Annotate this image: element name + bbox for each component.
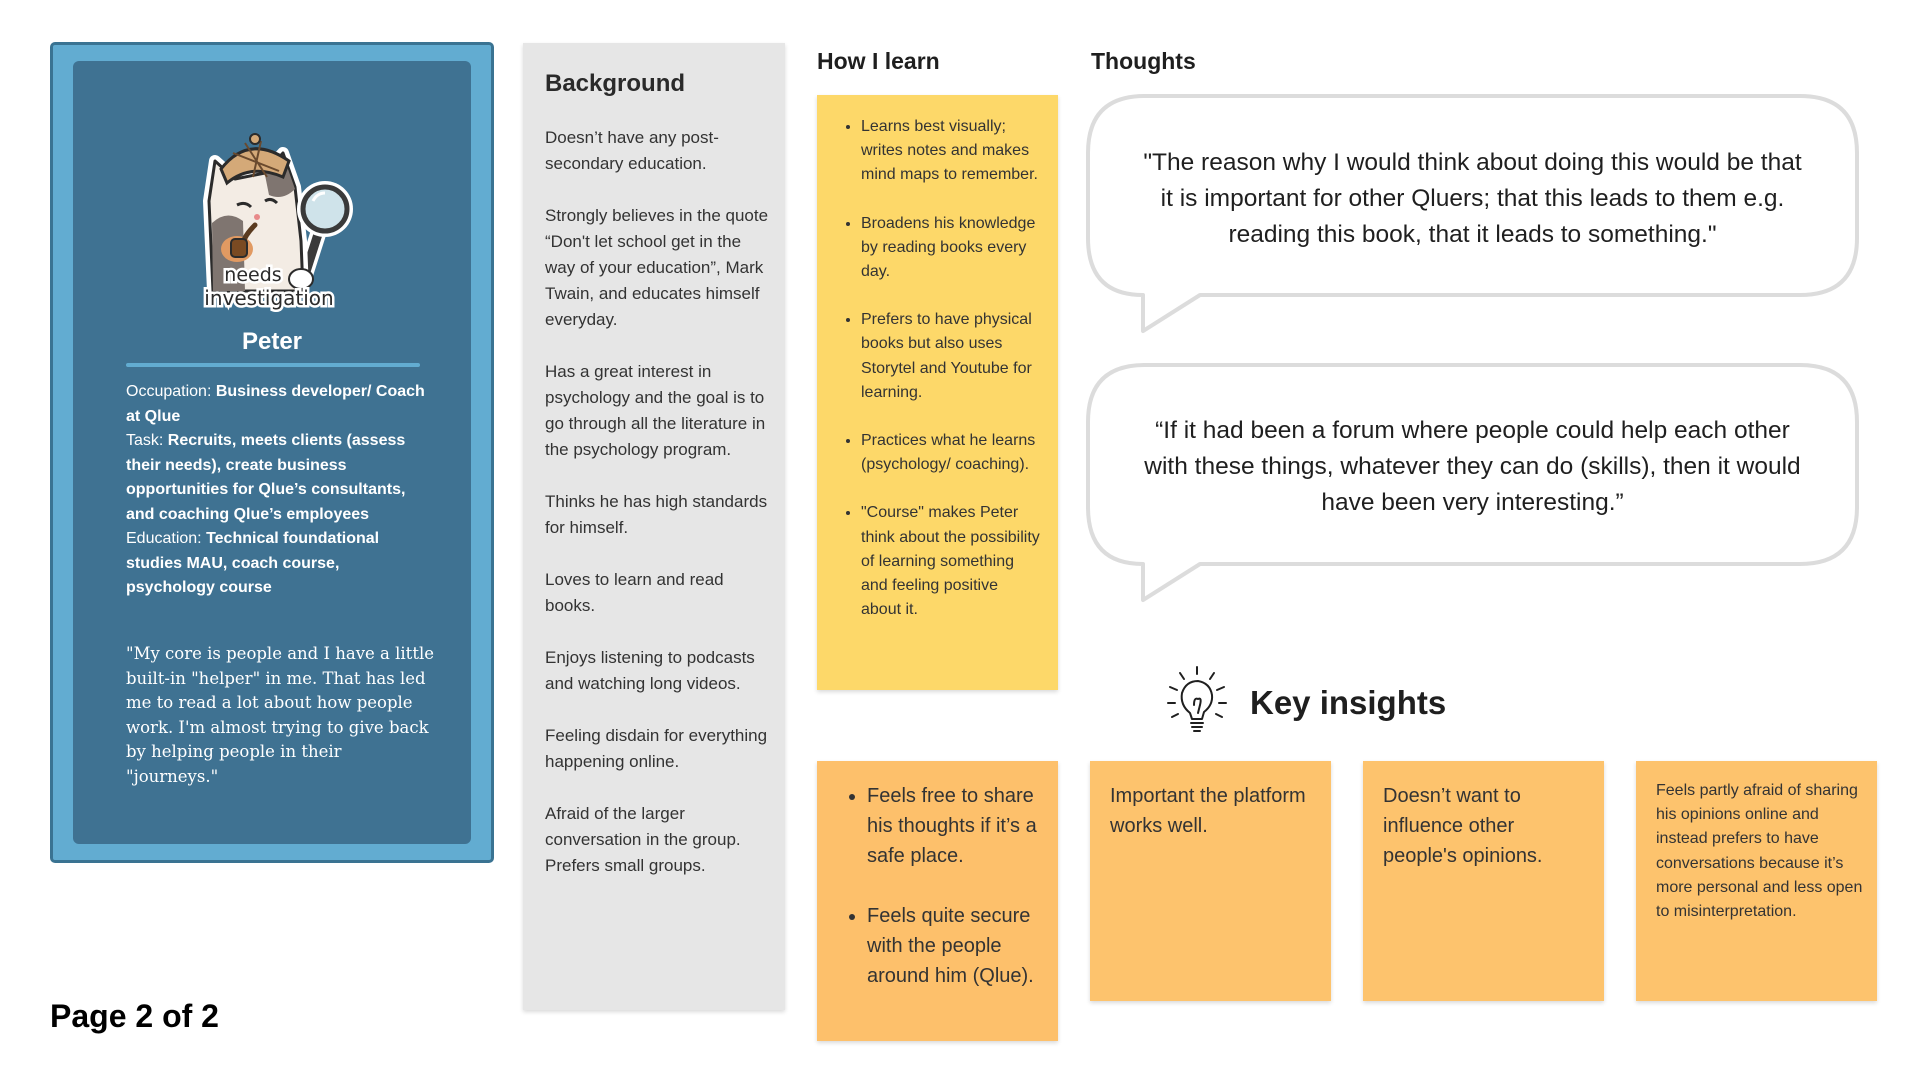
insight-3-text: Doesn’t want to influence other people's opinions.: [1383, 785, 1543, 867]
learn-item: • Learns best visually; writes notes and makes mind maps to remember.: [861, 115, 1042, 188]
thought-quote-1: "The reason why I would think about doing this would be that it is important for other Qluers; that this leads to them e.g. reading this book, that it leads to something.": [1143, 149, 1802, 248]
persona-card: [50, 42, 494, 863]
background-list: [545, 125, 775, 905]
thoughts-heading: Thoughts: [1091, 48, 1196, 74]
learn-item: • Prefers to have physical books but also uses Storytel and Youtube for learning.: [861, 308, 1042, 405]
background-item: Strongly believes in the quote “Don't let school get in the way of your education”, Mark Twain, and educates himself everyday.: [545, 206, 769, 329]
learn-item: • Practices what he learns (psychology/ coaching).: [861, 429, 1042, 477]
insight-2-text: Important the platform works well.: [1110, 785, 1306, 837]
persona-occupation: [126, 380, 426, 429]
insight-note-3: [1363, 761, 1604, 1001]
persona-divider: [126, 363, 420, 367]
insight-item: • Feels quite secure with the people around him (Qlue).: [867, 901, 1047, 991]
learn-item: • "Course" makes Peter think about the possibility of learning something and feeling positive about it.: [861, 501, 1042, 622]
thought-quote-2: “If it had been a forum where people could help each other with these things, whatever they can do (skills), then it would have been very interesting.”: [1144, 417, 1801, 516]
education-label: Education:: [126, 530, 202, 547]
persona-task: [126, 429, 426, 527]
persona-name: Peter: [241, 328, 303, 355]
key-insights-heading: Key insights: [1250, 684, 1447, 721]
insight-note-2: [1090, 761, 1331, 1001]
persona-card-body: [73, 61, 471, 844]
background-title: Background: [545, 70, 686, 97]
how-i-learn-list: [817, 115, 1042, 646]
insight-4-text: Feels partly afraid of sharing his opinions online and instead prefers to have conversations because it’s more personal and less open to misinterpretation.: [1656, 782, 1863, 921]
svg-text:needs: needs: [224, 264, 282, 286]
background-panel: [523, 43, 785, 1010]
persona-education: [126, 527, 426, 601]
insight-item: • Feels free to share his thoughts if it’s a safe place.: [867, 781, 1047, 871]
insight-note-1: [817, 761, 1058, 1041]
background-item: Feeling disdain for everything happening online.: [545, 726, 768, 771]
task-value: Recruits, meets clients (assess their needs), create business opportunities for Qlue’s consultants, and coaching Qlue’s employees: [126, 432, 406, 523]
persona-quote: "My core is people and I have a little built-in "helper" in me. That has led me to read a lot about how people work. I'm almost trying to give back by helping people in their "journeys.": [126, 644, 434, 786]
svg-text:investigation: investigation: [204, 286, 334, 310]
background-item: Has a great interest in psychology and the goal is to go through all the literature in the psychology program.: [545, 362, 766, 459]
insight-1-list: [817, 781, 1047, 1021]
background-item: Thinks he has high standards for himself.: [545, 492, 768, 537]
occupation-label: Occupation:: [126, 383, 212, 400]
detective-cat-avatar-icon: [191, 131, 361, 316]
occupation-value: Business developer/ Coach at Qlue: [126, 383, 425, 425]
insight-note-4: [1636, 761, 1877, 1001]
how-i-learn-note: [817, 95, 1058, 690]
how-i-learn-heading: How I learn: [817, 48, 940, 74]
page-indicator: Page 2 of 2: [50, 998, 219, 1034]
background-item: Doesn’t have any post-secondary education.: [545, 128, 719, 173]
persona-details: [126, 380, 426, 601]
learn-item: • Broadens his knowledge by reading books every day.: [861, 212, 1042, 285]
task-label: Task:: [126, 432, 164, 449]
education-value: Technical foundational studies MAU, coach course, psychology course: [126, 530, 380, 596]
lightbulb-icon: [1160, 665, 1240, 735]
background-item: Enjoys listening to podcasts and watching long videos.: [545, 648, 755, 693]
background-item: Loves to learn and read books.: [545, 570, 724, 615]
background-item: Afraid of the larger conversation in the group. Prefers small groups.: [545, 804, 741, 875]
